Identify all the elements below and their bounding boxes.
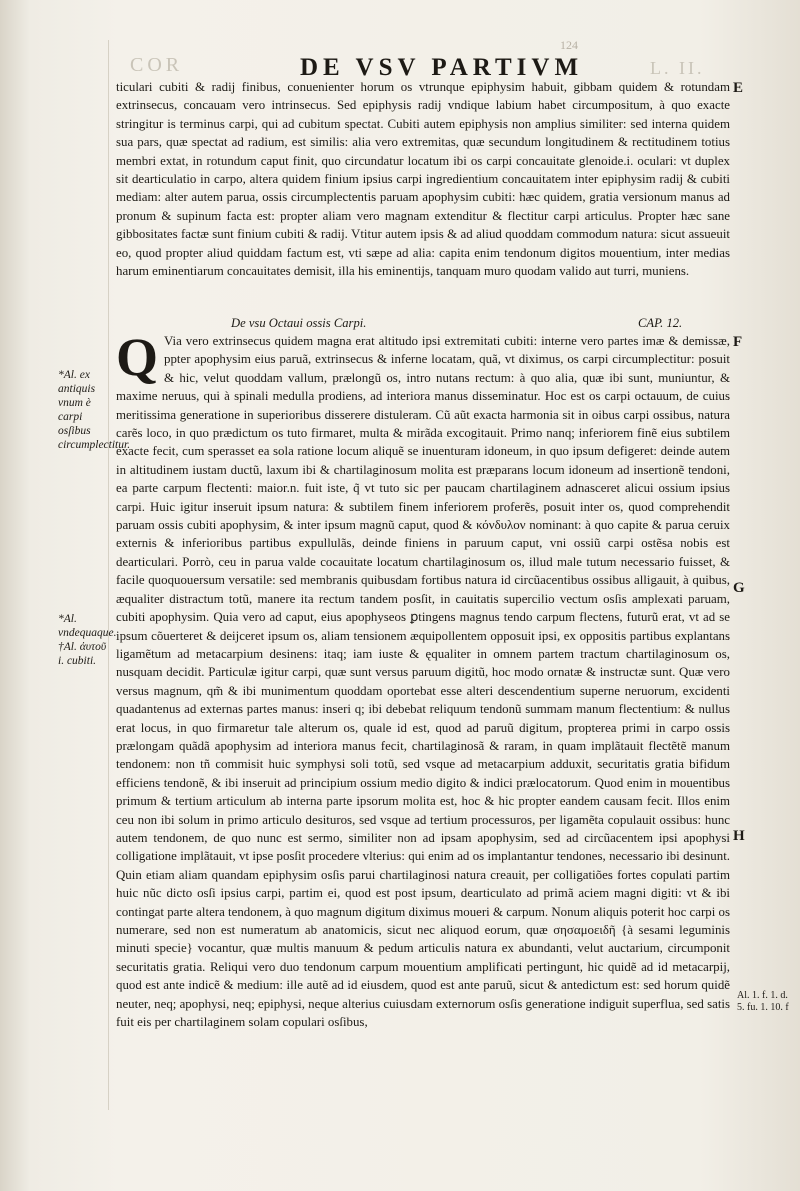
paragraph-chapter: Via vero extrinsecus quidem magna erat altitudo ipsi extremitati cubiti: interne vero partes imæ & demissæ, ppter apophysim eius paruã, extrinsecus & inferne locatam, quã, vt diximus, os carpi circumplectitur: posuit & hic, velut quoddam vallum, prælongũ os, intro nutans rectum: à quo alia, quæ ibi sunt, muniuntur, & maxime neruus, qui à spinali medulla prodiens, ad interiora manus disseminatur. Hoc est os carpi octauum, de cuius meritissima generatione in superioribus disserere distuleram. Cũ aũt exacta harmonia sit in oibus carpi ossibus, natura carẽs loco, in quo prædictum os tuto firmaret, multa & mirãda excogitauit. Primo nanq; inferiorem finẽ eius subtilem exacte fecit, cum sperasset ea sola ratione locum aliquẽ se inuenturam idoneum, in quo ipsum defigeret: deinde autem in altitudinem iustam ductũ, laxum ibi & chartilaginosum molita est præparans locum idoneum ad insertionẽ tendoni, ea parte carpum flectenti: maior.n. fuit iste, q̃ vt tuto sic per paucam chartilaginem adnasceret alicui ossium ipsius carpi. Huic igitur inseruit ipsum natura: & subtilem finem inferiorem proferẽs, posuit inter os, quod comprehendit paruam ossis cubiti apophysim, & inter ipsum magnũ caput, quod & κόνδυλον nominant: à quo capite & parua ceruix externis & inferioribus partibus expullulãs, deinde finiens in paruum caput, vni ossiũ carpi ostẽsa nobis est dearticulari. Porrò, ceu in parua valde cocauitate locatum chartilaginosum os, illud male tutum necessario fuisset, & facile quoquouersum versatile: sed membranis quibusdam fortibus natura id circũacentibus ossibus alligauit, à quibus, æqualiter distractum totũ, manere ita rectum tandem posſit, in cauitatis supercilio vectum osſis amplexati paruam, cubiti apophysim. Quia vero ad caput, eius apophyseos ꝑtingens magnus tendo carpum flectens, futurũ erat, vt ad se ipsum cõuerteret & deijceret ipsum os, aliam tensionem æquipollentem opposuit ipsi, ex oppositis partibus explantans ligamẽtum ad metacarpium desinens: itaq; iam iuste & ęqualiter in omnem partem tractum chartilaginosum os, nusquam decidit. Particulæ igitur carpi, quæ sunt versus paruum digitũ, hoc modo ornatæ & instructæ sunt. Quæ vero versus magnum, qm̃ & ibi munimentum quoddam oportebat esse alteri descendentium superne neruorum, excidenti quadantenus ad externas partes manus: inseri q; ibi debebat reliquum tendonũ summam manum flectentium: & nullus erat locus, in quo firmaretur tale alterum os, quale id est, quod ad paruũ digitum, propterea primi in carpo ossis prælongam quãdã apophysim ad interiora manus fecit, chartilaginosã & raram, in quam implãtauit flectẽtẽ manum tendonem: non tñ commisit huic symphysi soli totũ, sed vsque ad metacarpium adduxit, securitatis gratia bifidum efficiens tendonẽ, & ibi inseruit ad principium ossium medio digito & indici prælocatorum. Quod enim in mouentibus primum & tertium articulum ab interna parte ipsorum molita est, hoc & hic propter eandem causam fecit. Illos enim ceu non ibi solum in primo articulo desituros, sed vsque ad tertium processuros, per ligamẽta copulauit ossibus: hunc autem tendonem, de quo nunc est sermo, similiter non ad ipsam apophysim, sed ad circũacentem ipsi apophysi colligatione implãtauit, vt ipse posſit procedere vlterius: qui enim ad os implantantur tendones, necessario ibi desinunt. Quin etiam aliam quandam epiphysim osſis parui chartilaginosi natura creauit, per colligatiões fortes copulati partim huic nũc dicto osſi ipsius carpi, partim ei, quod est post ipsum, dearticulato ad primã aciem magni digiti: vt & ibi contingat parte altera tendonem, à quo magnum digitum diximus moueri & carpum. Nonum aliquis poterit hoc carpi os numerare, sed non est numeratum ab anatomicis, sicut nec aliquod eorum, quæ σησαμοειδῆ {à sesami leguminis minuti specie} vocantur, quæ multis manuum & pedum articulis natura ex abundanti, velut auctarium, circumponit securitatis gratia. Reliqui vero duo tendonum carpum mouentium amplificati pertingunt, hic quidẽ ad id metacarpij, quod est ante indicẽ & medium: ille autẽ ad id eiusdem, quod est ante paruũ, sicut & antedictum est: sed horum quidẽ neuter, neq; apophysi, neq; epiphysi, neque alterius cuiusdam externorum osſis generatione indiguit superflua, sed satis fuit eis per chartilaginem solam copulari osſibus, [116,334,730,1030]
paragraph-continuation: ticulari cubiti & radij finibus, conuenienter horum os vtrunque epiphysim habuit, gibbam quidem & rotundam extrinsecus, concauam vero intrinsecus. Sed epiphysis radij vndique labium habet circumpositum, à quo exacte stringitur is terminus carpi, qui ad cubitum spectat. Cubiti autem epiphysis non amplius similiter: sed interna quidem sua pars, quæ spectat ad radium, est similis: alia vero extremitas, quæ secundum longitudinem & rectitudinem totius membri extat, in rotundum caput finit, quo circundatur locatum ibi os carpi concauitate glenoide.i. oculari: vt duplex sit dearticulatio in carpo, altera quidem finium ipsius carpi ingredientium concauitatem inter epiphysim radij & cubiti mediam: alter autem parua, ossis circumplectentis paruam apophysim cubiti: hæc quidem, gratia versionum manus ad pronum & supinum facta est: propter aliam vero magnam extenditur & flectitur carpi articulus. Propter hæc sane gibbositates factæ sunt finium cubiti & radij. Vtitur autem ipsis & ad aliud quoddam commodum natura: sicut assueuit eo, quod propter aliud quiddam factum est, vti sæpe ad alia: capita enim tendonum digitos mouentium, inter medias harum eminentiarum concauitates demisit, illa his eminentijs, tanquam muro quodam valido aut turri, muniens. [116,80,730,279]
margin-marker-e: E [733,80,744,96]
text-block-chapter [116,327,730,1031]
marginal-note-1: *Al. ex antiquis vnum è carpi osſibus circumplectitur. [58,369,131,451]
bleed-through-left: COR [130,54,184,76]
running-head: DE VSV PARTIVM [300,54,584,81]
chapter-number: CAP. 12. [638,316,683,330]
drop-cap: Q [116,327,159,387]
marginal-note-2 [58,612,117,668]
text-block-top [116,78,730,280]
gutter-shadow [108,40,109,1110]
section-title: De vsu Octaui ossis Carpi. [231,316,367,330]
margin-marker-g: G [733,580,745,596]
margin-marker-f: F [733,334,743,350]
page-number-ghost: 124 [560,38,578,52]
marginal-note-2b: †Al. ἀυτοῦ i. cubiti. [58,641,107,667]
margin-marker-h: H [733,828,745,844]
marginal-note-3: Al. 1. f. 1. d. 5. fu. 1. 10. f [737,990,789,1013]
bleed-through-right: L. II. [650,58,705,78]
marginal-note-2a: *Al. vndequaque. [58,613,117,639]
